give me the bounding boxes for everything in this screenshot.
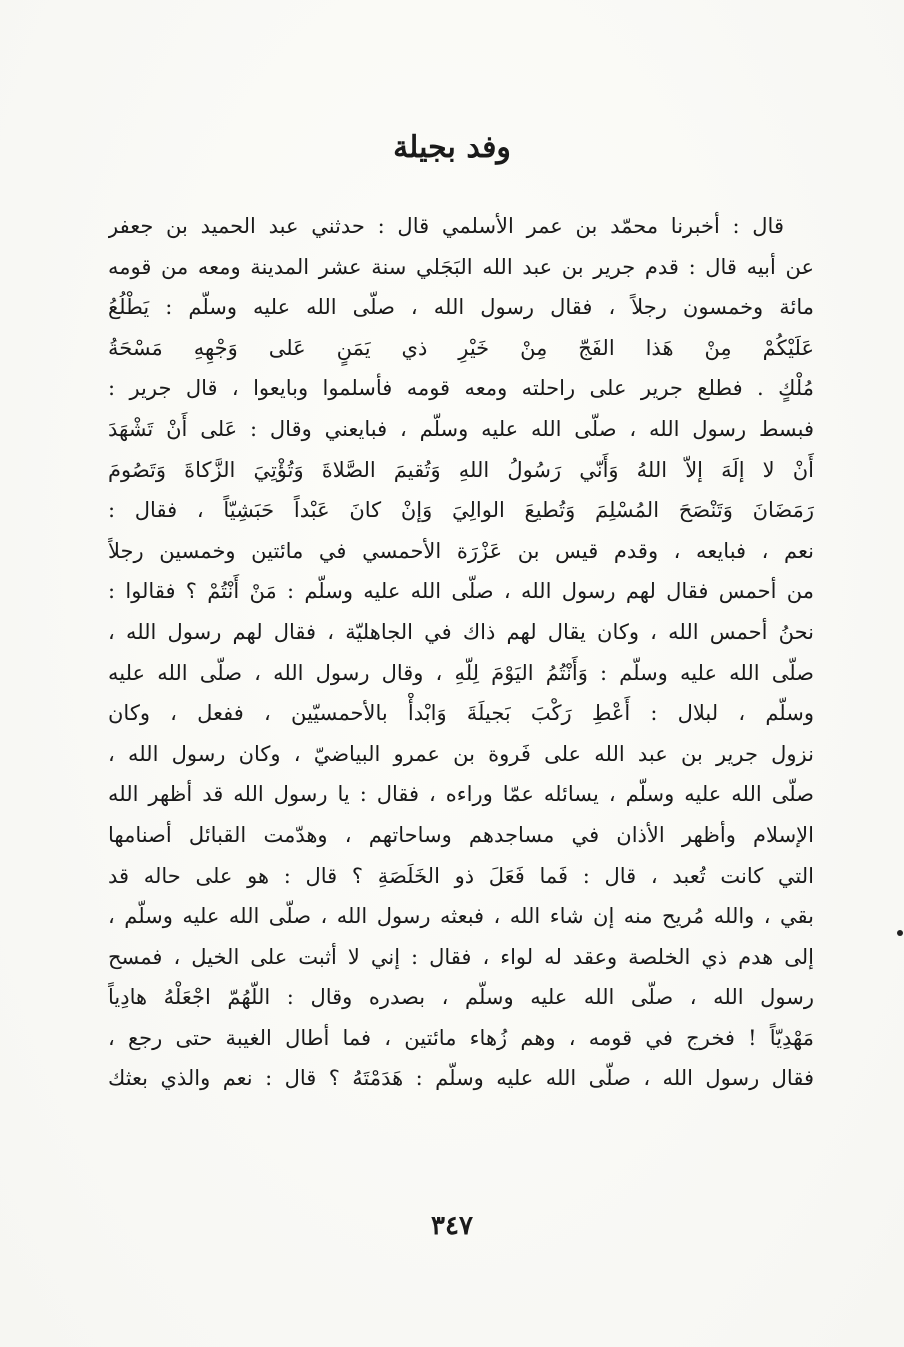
text-line: رسول الله ، صلّى الله عليه وسلّم ، بصدره وقال : اللّهُمّ اجْعَلْهُ هادِياً [108,985,814,1010]
text-line: بقي ، والله مُريح منه إن شاء الله ، فبعثه رسول الله ، صلّى الله عليه وسلّم ، [108,904,814,929]
text-line: نحنُ أحمس الله ، وكان يقال لهم ذاك في الجاهليّة ، فقال لهم رسول الله ، [108,619,814,644]
text-line: أَنْ لا إلَهَ إلاّ اللهُ وَأَنّي رَسُولُ اللهِ وَتُقيمَ الصَّلاةَ وَتُؤْتِيَ الزَّكاةَ وَتَصُومَ [108,457,814,482]
page-number: ٣٤٧ [431,1211,473,1241]
text-line: قال : أخبرنا محمّد بن عمر الأسلمي قال : حدثني عبد الحميد بن جعفر [108,214,784,238]
text-line: إلى هدم ذي الخلصة وعقد له لواء ، فقال : إني لا أثبت على الخيل ، فمسح [108,944,814,969]
text-line: وسلّم ، لبلال : أَعْطِ رَكْبَ بَجيلَةَ وَابْدأْ بالأحمسيّين ، ففعل ، وكان [108,701,814,726]
text-line: عَلَيْكُمْ مِنْ هَذا الفَجّ مِنْ خَيْرِ ذي يَمَنٍ عَلى وَجْهِهِ مَسْحَةُ [108,335,814,360]
ink-speck [897,930,903,936]
text-line: الإسلام وأظهر الأذان في مساجدهم وساحاتهم ، وهدّمت القبائل أصنامها [108,822,814,847]
text-line: نعم ، فبايعه ، وقدم قيس بن عَزْرَة الأحمسي في مائتين وخمسين رجلاً [108,538,814,563]
text-line: فقال رسول الله ، صلّى الله عليه وسلّم : هَدَمْتَهُ ؟ قال : نعم والذي بعثك [108,1066,814,1091]
text-line: مَهْدِيّاً ! فخرج في قومه ، وهم زُهاء مائتين ، فما أطال الغيبة حتى رجع ، [108,1025,814,1050]
text-line: عن أبيه قال : قدم جرير بن عبد الله البَجَلي سنة عشر المدينة ومعه من قومه [108,254,814,279]
text-line: التي كانت تُعبد ، قال : فَما فَعَلَ ذو الخَلَصَةِ ؟ قال : هو على حاله قد [108,863,814,888]
text-line: صلّى الله عليه وسلّم : وَأَنْتُمُ اليَوْمَ لِلّهِ ، وقال رسول الله ، صلّى الله عليه [108,660,814,685]
text-line: مُلْكٍ . فطلع جرير على راحلته ومعه قومه فأسلموا وبايعوا ، قال جرير : [108,376,814,401]
text-line: مائة وخمسون رجلاً ، فقال رسول الله ، صلّى الله عليه وسلّم : يَطْلُعُ [108,295,814,320]
chapter-title: وفد بجيلة [393,130,511,165]
text-line: صلّى الله عليه وسلّم ، يسائله عمّا وراءه ، فقال : يا رسول الله قد أظهر الله [108,782,814,807]
body-text [108,206,814,1099]
text-line: فبسط رسول الله ، صلّى الله عليه وسلّم ، فبايعني وقال : عَلى أَنْ تَشْهَدَ [108,416,814,441]
text-line: نزول جرير بن عبد الله على فَروة بن عمرو البياضيّ ، وكان رسول الله ، [108,741,814,766]
text-line: من أحمس فقال لهم رسول الله ، صلّى الله عليه وسلّم : مَنْ أَنْتُمْ ؟ فقالوا : [108,579,814,604]
text-line: رَمَضَانَ وَتَنْصَحَ المُسْلِمَ وَتُطيعَ الوالِيَ وَإنْ كانَ عَبْداً حَبَشِيّاً ، فقال : [108,498,814,523]
